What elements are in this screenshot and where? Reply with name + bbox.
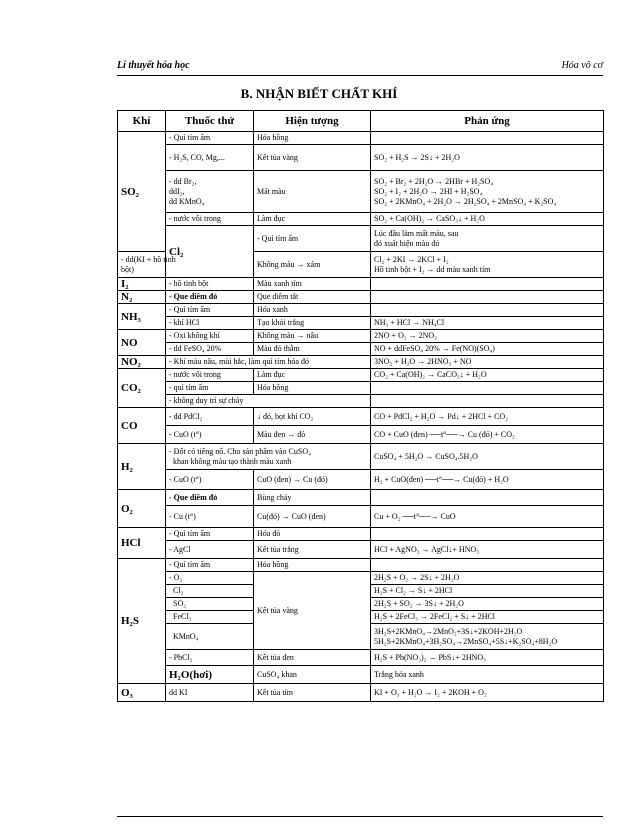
reaction-cell [371,278,604,291]
col-gas: Khí [118,111,166,132]
reagent-cell: - Quì tím ẩm [166,528,254,541]
table-row [118,541,604,559]
phenomenon-cell: Không màu → xám [254,252,371,278]
gas-cell: HCl [118,528,166,559]
reaction-cell: 3H₂S+2KMnO₄→2MnO₂+3S↓+2KOH+2H₂O 5H₂S+2KMnO₄+3H₂SO₄→2MnSO₄+5S↓+K₂SO₄+8H₂O [371,624,604,650]
reaction-cell: NH₃ + HCl → NH₄Cl [371,317,604,330]
table-row [118,426,604,444]
reagent-cell: CuSO₄ khan [254,666,371,684]
reagent-cell: - H₂S, CO, Mg,... [166,145,254,171]
gas-cell: O₂ [118,490,166,528]
reagent-cell: - Quì tím ẩm [166,132,254,145]
reagent-cell: - CuO (t°) [166,470,254,490]
reagent-cell: - nước vôi trong [166,369,254,382]
reaction-cell: 2H₂S + SO₂ → 3S↓ + 2H₂O [371,598,604,611]
table-row [118,408,604,426]
reaction-cell [371,132,604,145]
reagent-cell: - khí HCl [166,317,254,330]
phenomenon-cell: Que diêm tắt [254,291,371,304]
reaction-cell: H₂S + Pb(NO₃)₂ → PbS↓+ 2HNO₃ [371,650,604,666]
header-right: Hóa vô cơ [561,60,603,71]
gas-cell: NH₃ [118,304,166,330]
reagent-cell: FeCl₃ [166,611,254,624]
reagent-cell: SO₂ [166,598,254,611]
phenomenon-cell: Làm đục [254,213,371,226]
reagent-cell: - Quì tím ẩm [166,559,254,572]
header-divider [117,75,603,76]
table-row [118,369,604,382]
phenomenon-cell: Hóa xanh [254,304,371,317]
page-title: B. NHẬN BIẾT CHẤT KHÍ [240,86,398,101]
table-row [118,304,604,317]
phenomenon-cell: Cu(đỏ) → CuO (đen) [254,506,371,528]
col-phenomenon: Hiện tượng [254,111,371,132]
gas-cell: SO₂ [118,132,166,252]
table-row [118,145,604,171]
reagent-cell: - O₂ [166,572,254,585]
table-row [118,684,604,702]
phenomenon-cell: Mất màu [254,171,371,213]
reagent-cell: - Đốt có tiếng nổ. Cho sản phẩm vào CuSO₄ khan không màu tạo thành màu xanh [166,444,371,470]
table-row [118,171,604,213]
phenomenon-cell: Màu đỏ thẫm [254,343,371,356]
reaction-cell [371,382,604,395]
reagent-cell: - Que diêm đỏ [166,291,254,304]
phenomenon-cell: Làm đục [254,369,371,382]
reaction-cell: SO₂ + H₂S → 2S↓ + 2H₂O [371,145,604,171]
table-row [118,291,604,304]
phenomenon-cell: Không màu → nâu [254,330,371,343]
gas-identification-table [117,110,604,702]
table-row [118,213,604,226]
table-row [118,317,604,330]
table-row [118,559,604,572]
reagent-cell: - Oxi không khí [166,330,254,343]
phenomenon-cell: Tạo khói trắng [254,317,371,330]
gas-cell: H₂O(hơi) [166,666,254,684]
reaction-cell [371,528,604,541]
phenomenon-cell: Kết tủa trắng [254,541,371,559]
header-left: Lí thuyết hóa học [117,60,190,71]
reagent-cell: - dd(KI + hồ tinh bột) [118,252,166,278]
reagent-cell: - dd FeSO₄ 20% [166,343,254,356]
reaction-cell: Cl₂ + 2KI → 2KCl + I₂ Hồ tinh bột + I₂ → dd màu xanh tím [371,252,604,278]
reaction-cell [371,559,604,572]
reagent-cell: - CuO (t°) [166,426,254,444]
table-row [118,444,604,470]
reaction-cell: KI + O₃ + H₂O → I₂ + 2KOH + O₂ [371,684,604,702]
reagent-cell: - AgCl [166,541,254,559]
gas-cell: Cl₂ [166,226,254,278]
reaction-cell [371,304,604,317]
gas-cell: H₂ [118,444,166,490]
col-reagent: Thuốc thử [166,111,254,132]
reaction-cell: H₂ + CuO(đen) ──t°──→ Cu(đỏ) + H₂O [371,470,604,490]
reagent-cell: - Khí màu nâu, mùi hắc, làm quì tím hóa đỏ [166,356,371,369]
reagent-cell: dd KI [166,684,254,702]
reaction-cell [371,395,604,408]
table-header-row [118,111,604,132]
gas-cell: NO₂ [118,356,166,369]
reagent-cell: KMnO₄ [166,624,254,650]
reaction-cell: H₂S + Cl₂ → S↓ + 2HCl [371,585,604,598]
reagent-cell: - hồ tinh bột [166,278,254,291]
reaction-cell: 2NO + O₂ → 2NO₂ [371,330,604,343]
gas-cell: CO₂ [118,369,166,408]
reaction-cell: H₂S + 2FeCl₃ → 2FeCl₂ + S↓ + 2HCl [371,611,604,624]
reaction-cell: NO + ddFeSO₄ 20% → Fe(NO)(SO₄) [371,343,604,356]
phenomenon-cell: Trắng hóa xanh [371,666,604,684]
table-row [118,572,604,585]
reaction-cell: CO + CuO (đen) ──t°──→ Cu (đỏ) + CO₂ [371,426,604,444]
reaction-cell: CuSO₄ + 5H₂O → CuSO₄.5H₂O [371,444,604,470]
table-row [118,226,604,252]
gas-cell: NO [118,330,166,356]
reaction-cell: 3NO₂ + H₂O → 2HNO₃ + NO [371,356,604,369]
reaction-cell: SO₂ + Br₂ + 2H₂O → 2HBr + H₂SO₄ SO₂ + I₂ + 2H₂O → 2HI + H₂SO₄ SO₂ + 2KMnO₄ + 2H₂O → 2H₂SO₄ + 2MnSO₄ + K₂SO₄ [371,171,604,213]
gas-cell: I₂ [118,278,166,291]
phenomenon-cell: Hóa hồng [254,132,371,145]
phenomenon-cell: Hóa hồng [254,559,371,572]
table-row [118,278,604,291]
table-row [118,470,604,490]
table-row [118,395,604,408]
phenomenon-cell: Hóa đỏ [254,528,371,541]
phenomenon-cell: CuO (đen) → Cu (đỏ) [254,470,371,490]
table-row [118,490,604,506]
table-row [118,343,604,356]
gas-cell: CO [118,408,166,444]
phenomenon-cell: ↓ đỏ, bọt khí CO₂ [254,408,371,426]
reaction-cell [371,291,604,304]
reagent-cell: - nước vôi trong [166,213,254,226]
table-row [118,132,604,145]
reaction-cell: CO₂ + Ca(OH)₂ → CaCO₃↓ + H₂O [371,369,604,382]
table-row [118,666,604,684]
reagent-cell: Cl₂ [166,585,254,598]
phenomenon-cell: Màu xanh tím [254,278,371,291]
reaction-cell: SO₂ + Ca(OH)₂ → CaSO₃↓ + H₂O [371,213,604,226]
table-row [118,356,604,369]
phenomenon-cell: Màu đen → đỏ [254,426,371,444]
col-reaction: Phản ứng [371,111,604,132]
reagent-cell: - PbCl₂ [166,650,254,666]
reaction-cell: 2H₂S + O₂ → 2S↓ + 2H₂O [371,572,604,585]
table-row [118,506,604,528]
page-header [117,58,603,74]
phenomenon-cell: Kết tủa đen [254,650,371,666]
reagent-cell: - Cu (t°) [166,506,254,528]
gas-cell: H₂S [118,559,166,684]
reaction-cell: CO + PdCl₂ + H₂O → Pd↓ + 2HCl + CO₂ [371,408,604,426]
reagent-cell: - Que diêm đỏ [166,490,254,506]
table-row [118,528,604,541]
reagent-cell: - Quì tím ẩm [254,226,371,252]
reagent-cell: - quì tím ẩm [166,382,254,395]
reagent-cell: - không duy trì sự cháy [166,395,371,408]
reaction-cell [371,490,604,506]
phenomenon-cell: Hóa hồng [254,382,371,395]
phenomenon-cell: Kết tủa vàng [254,572,371,650]
reaction-cell: Cu + O₂ ──t°──→ CuO [371,506,604,528]
reagent-cell: - dd Br₂, ddI₂, dd KMnO₄ [166,171,254,213]
phenomenon-cell: Lúc đầu làm mất màu, sau đó xuất hiện màu đỏ [371,226,604,252]
gas-cell: N₂ [118,291,166,304]
phenomenon-cell: Bùng cháy [254,490,371,506]
table-row [118,330,604,343]
reagent-cell: - dd PdCl₂ [166,408,254,426]
reagent-cell: - Quì tím ẩm [166,304,254,317]
footer-divider [117,816,603,817]
table-row [118,650,604,666]
reaction-cell: HCl + AgNO₃ → AgCl↓+ HNO₃ [371,541,604,559]
gas-cell: O₃ [118,684,166,702]
phenomenon-cell: Kết tủa vàng [254,145,371,171]
table-row [118,382,604,395]
phenomenon-cell: Kết tủa tím [254,684,371,702]
